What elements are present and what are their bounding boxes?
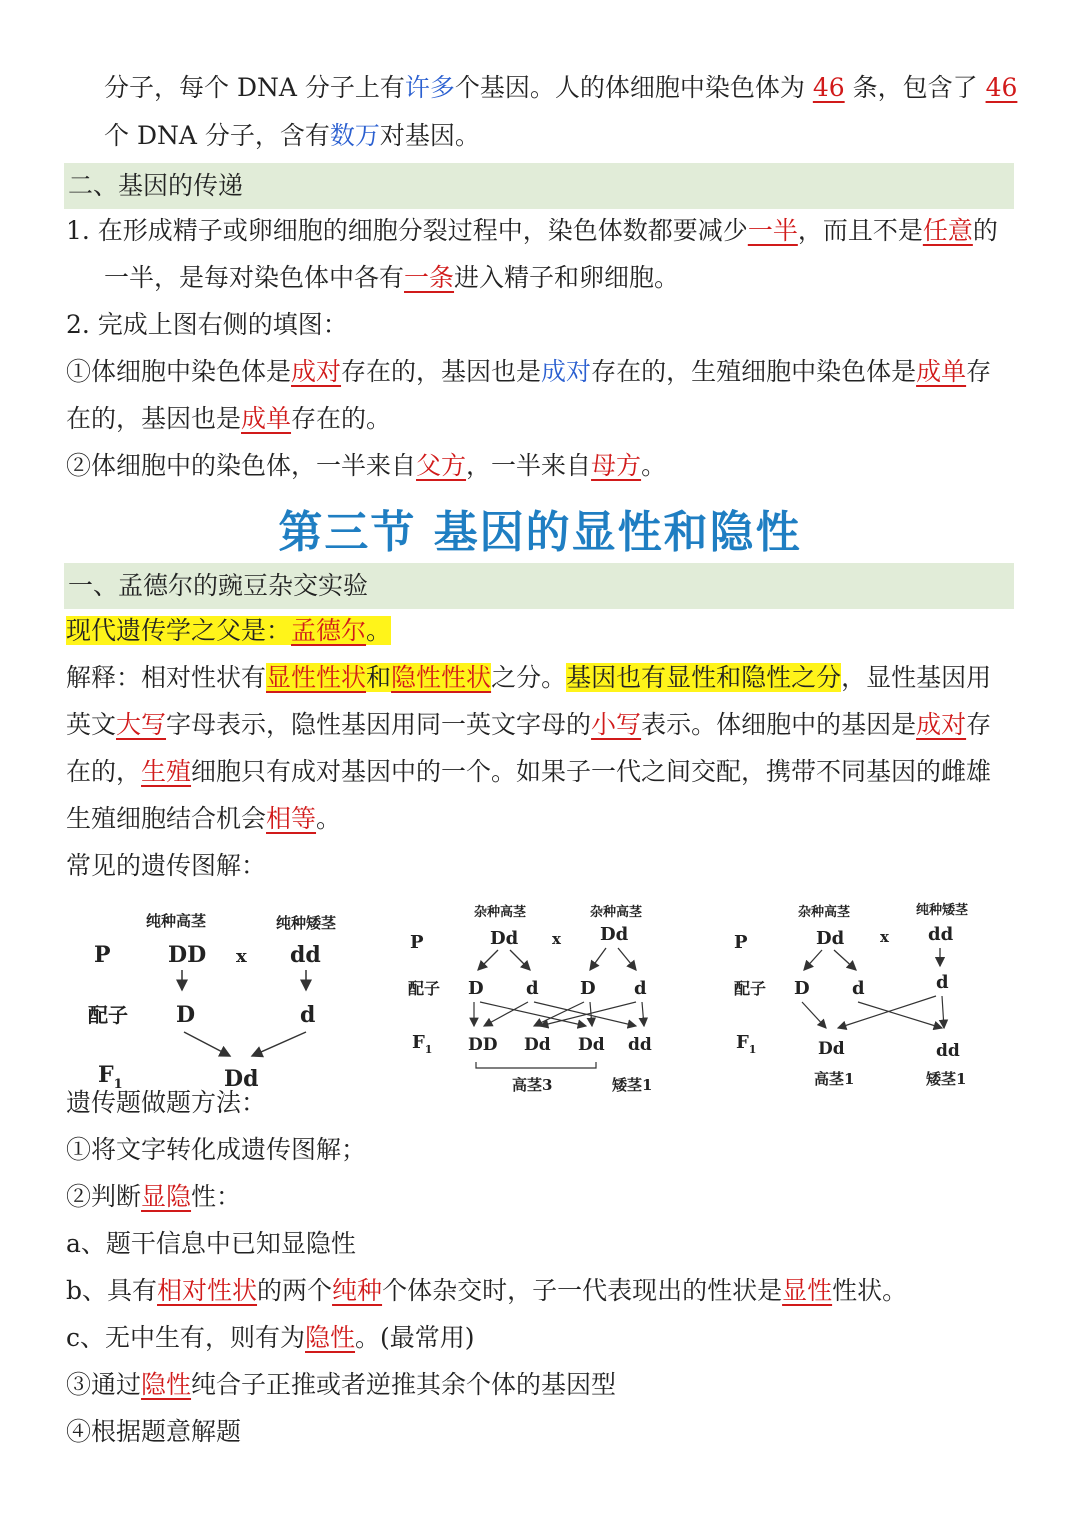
genotype: dd <box>928 924 954 945</box>
paragraph: ①体细胞中染色体是成对存在的，基因也是成对存在的，生殖细胞中染色体是成单存 <box>66 357 992 386</box>
genetic-diagram-3 <box>726 892 1026 1102</box>
paragraph: 在的，生殖细胞只有成对基因中的一个。如果子一代之间交配，携带不同基因的雌雄 <box>66 757 992 786</box>
gamete: D <box>794 978 810 999</box>
paragraph: 一半，是每对染色体中各有一条进入精子和卵细胞。 <box>104 263 680 292</box>
gamete: d <box>634 978 647 999</box>
gamete: d <box>300 1002 316 1028</box>
section-heading-bar <box>64 563 1014 609</box>
label: $F_1$ <box>736 1032 757 1056</box>
result-label: 高茎1 <box>814 1070 855 1088</box>
paragraph: 解释：相对性状有显性性状和隐性性状之分。基因也有显性和隐性之分，显性基因用 <box>66 663 992 692</box>
list-item: ④根据题意解题 <box>66 1417 242 1446</box>
offspring: dd <box>936 1041 960 1061</box>
offspring: Dd <box>224 1066 259 1092</box>
list-item: ③通过隐性纯合子正推或者逆推其余个体的基因型 <box>66 1370 617 1399</box>
list-item: ②判断显隐性： <box>66 1182 242 1211</box>
intro-line-1: 分子，每个 DNA 分子上有许多个基因。人的体细胞中染色体为 46 条，包含了 46 <box>104 73 1018 102</box>
section-heading: 二、基因的传递 <box>68 171 244 200</box>
result-label: 矮茎1 <box>926 1070 967 1088</box>
intro-line-2: 个 DNA 分子，含有数万对基因。 <box>104 121 480 150</box>
result-label: 高茎3 <box>512 1076 553 1094</box>
gamete: D <box>580 978 596 999</box>
section-heading-bar <box>64 163 1014 209</box>
section-heading: 一、孟德尔的豌豆杂交实验 <box>68 571 369 600</box>
paragraph: 在的，基因也是成单存在的。 <box>66 404 392 433</box>
genotype: Dd <box>490 928 519 949</box>
label: 纯种高茎 <box>146 912 207 930</box>
offspring: Dd <box>524 1035 551 1055</box>
cross-symbol: x <box>236 946 247 967</box>
paragraph: 生殖细胞结合机会相等。 <box>66 804 342 833</box>
genotype: Dd <box>600 924 629 945</box>
label: 配子 <box>734 979 767 998</box>
genotype: DD <box>168 942 207 968</box>
label: 配子 <box>408 979 441 998</box>
offspring: dd <box>628 1035 652 1055</box>
paragraph: 英文大写字母表示，隐性基因用同一英文字母的小写表示。体细胞中的基因是成对存 <box>66 710 992 739</box>
label: $F_1$ <box>412 1032 433 1056</box>
label: 纯种矮茎 <box>276 914 337 932</box>
list-item: c、无中生有，则有为隐性。(最常用) <box>66 1323 475 1352</box>
offspring: DD <box>468 1035 498 1055</box>
paragraph: 现代遗传学之父是：孟德尔。 <box>66 616 392 645</box>
label: 杂种高茎 <box>798 905 851 920</box>
label: P <box>734 932 748 953</box>
offspring: Dd <box>578 1035 605 1055</box>
label: 杂种高茎 <box>590 905 643 920</box>
paragraph: 2. 完成上图右侧的填图： <box>66 310 348 339</box>
cross-symbol: x <box>880 928 889 946</box>
label: P <box>410 932 424 953</box>
paragraph: 常见的遗传图解： <box>66 851 267 880</box>
list-item: ①将文字转化成遗传图解； <box>66 1135 367 1164</box>
genotype: Dd <box>816 928 845 949</box>
paragraph: 1. 在形成精子或卵细胞的细胞分裂过程中，染色体数都要减少一半，而且不是任意的 <box>66 216 998 245</box>
result-label: 矮茎1 <box>612 1076 653 1094</box>
gamete: D <box>468 978 484 999</box>
section-title: 第三节 基因的显性和隐性 <box>278 507 802 558</box>
paragraph: 遗传题做题方法： <box>66 1088 267 1117</box>
paragraph: ②体细胞中的染色体，一半来自父方，一半来自母方。 <box>66 451 667 480</box>
label: 纯种矮茎 <box>916 903 969 918</box>
list-item: b、具有相对性状的两个纯种个体杂交时，子一代表现出的性状是显性性状。 <box>66 1276 908 1305</box>
label: 杂种高茎 <box>474 905 527 920</box>
genetic-diagram-2 <box>400 892 700 1102</box>
gamete: d <box>526 978 539 999</box>
genotype: dd <box>290 942 321 968</box>
label: $F_1$ <box>98 1062 123 1092</box>
cross-symbol: x <box>552 930 561 948</box>
list-item: a、题干信息中已知显隐性 <box>66 1229 356 1258</box>
label: P <box>94 942 111 968</box>
genetic-diagram-1 <box>80 892 380 1102</box>
gamete: d <box>936 972 949 993</box>
gamete: D <box>176 1002 196 1028</box>
label: 配子 <box>88 1003 128 1027</box>
offspring: Dd <box>818 1039 845 1059</box>
gamete: d <box>852 978 865 999</box>
